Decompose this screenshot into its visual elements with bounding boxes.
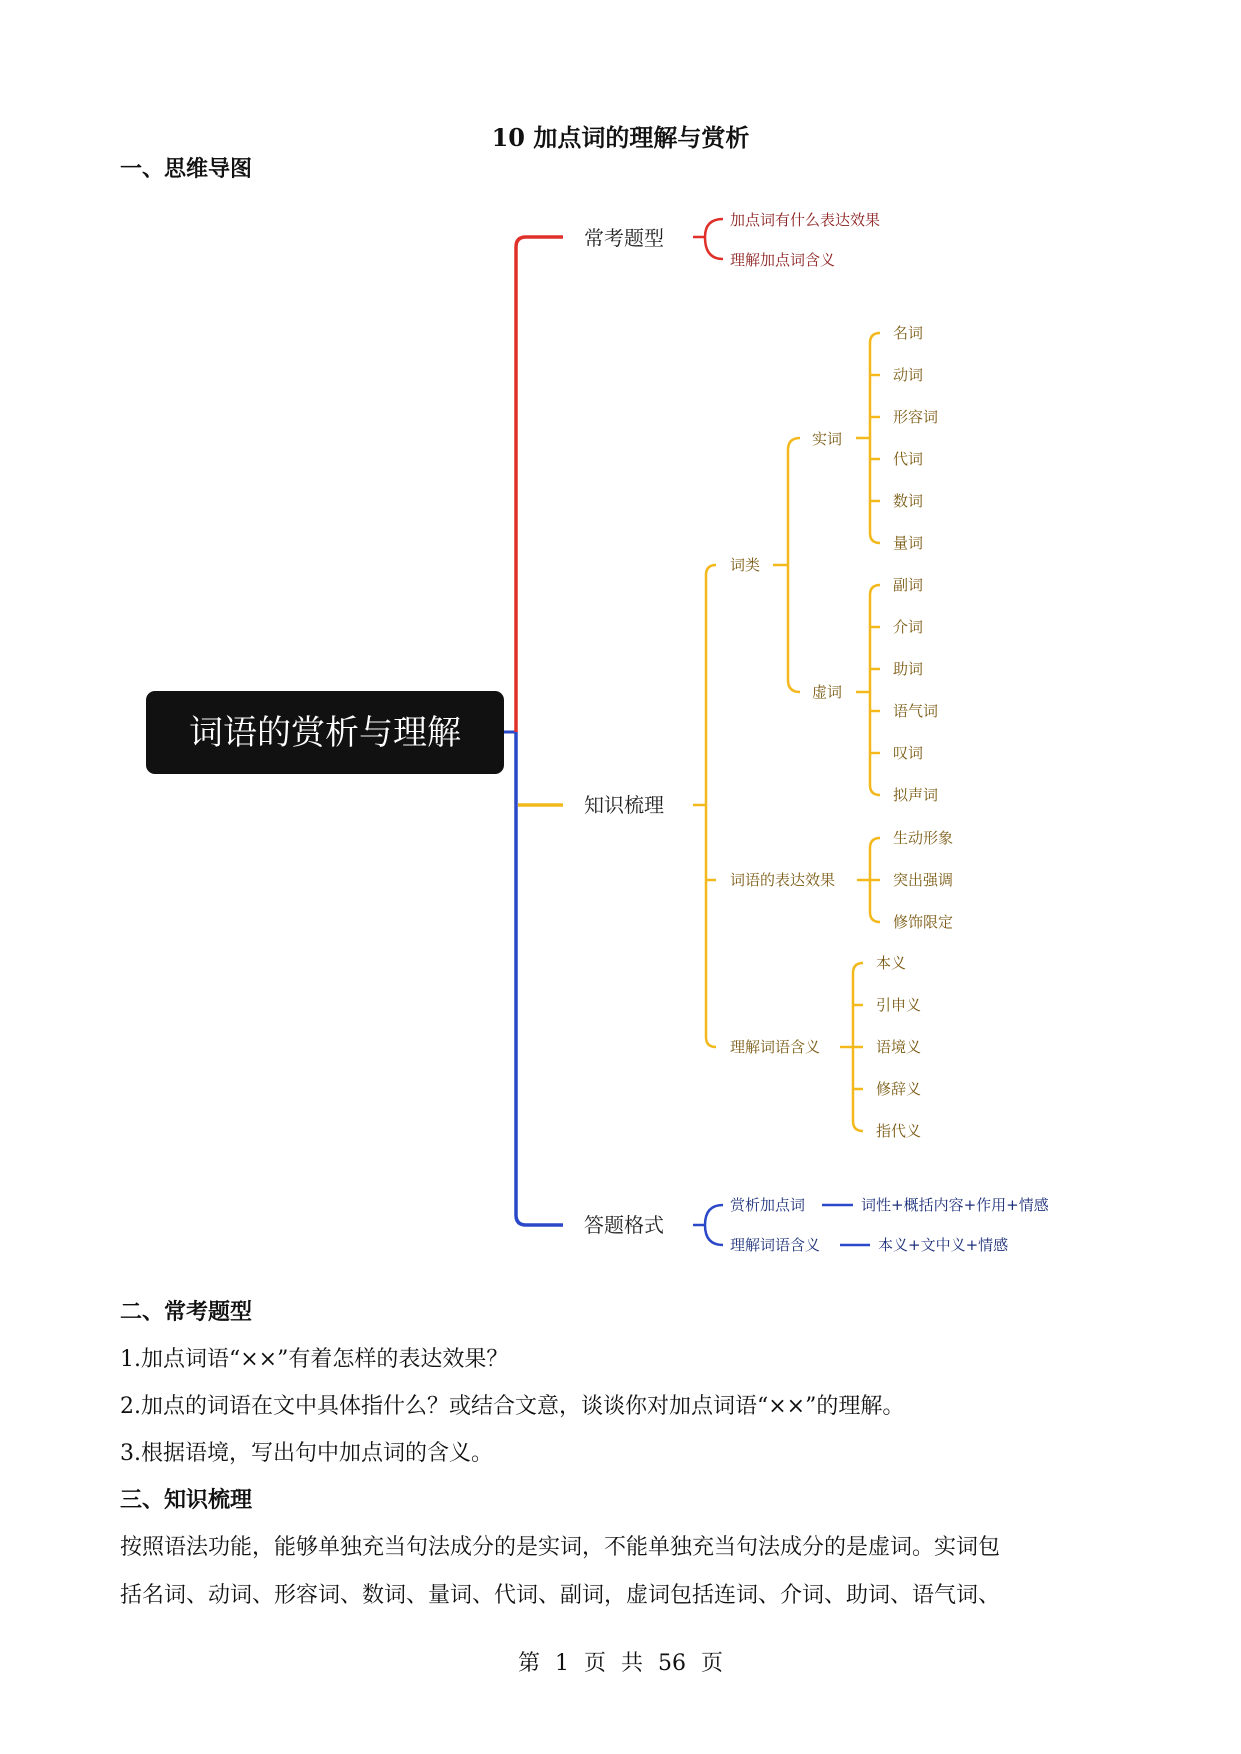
node-cilei: 词类	[730, 556, 761, 574]
section-heading-knowledge: 三、知识梳理	[120, 1487, 253, 1513]
document-title: 10 加点词的理解与赏析	[491, 123, 750, 152]
page-footer: 第 1 页 共 56 页	[518, 1651, 723, 1676]
shici-item-4: 数词	[893, 492, 924, 510]
question-3: 3.根据语境，写出句中加点词的含义。	[120, 1441, 493, 1466]
node-xuci: 虚词	[812, 683, 843, 701]
meaning-item-4: 指代义	[876, 1122, 922, 1140]
knowledge-line-1: 按照语法功能，能够单独充当句法成分的是实词，不能单独充当句法成分的是虚词。实词包	[120, 1535, 1001, 1560]
shici-item-5: 量词	[893, 534, 924, 552]
shici-ticks	[870, 375, 880, 501]
shici-item-0: 名词	[893, 324, 924, 342]
branch-label-changkao: 常考题型	[584, 226, 664, 250]
branch3-bracket	[693, 1205, 723, 1245]
shici-item-2: 形容词	[893, 408, 939, 426]
xuci-item-5: 拟声词	[893, 786, 939, 804]
question-1: 1.加点词语“××”有着怎样的表达效果？	[120, 1347, 509, 1372]
branch-label-zhishi: 知识梳理	[584, 793, 664, 817]
xuci-item-1: 介词	[893, 618, 924, 636]
shici-spine	[870, 333, 880, 543]
xuci-spine	[870, 585, 880, 795]
branch2-spine	[706, 565, 716, 1047]
meaning-item-0: 本义	[876, 954, 907, 972]
question-2: 2.加点的词语在文中具体指什么？或结合文意，谈谈你对加点词语“××”的理解。	[120, 1394, 905, 1419]
effect-item-0: 生动形象	[893, 829, 954, 847]
xuci-item-2: 助词	[893, 660, 924, 678]
meaning-item-1: 引申义	[876, 996, 922, 1014]
branch3-row0-formula: 词性+概括内容+作用+情感	[861, 1196, 1049, 1214]
effect-item-1: 突出强调	[893, 871, 954, 889]
meaning-item-3: 修辞义	[876, 1080, 922, 1098]
xuci-ticks	[870, 627, 880, 753]
branch1-bracket	[693, 219, 723, 259]
xuci-item-0: 副词	[893, 576, 924, 594]
root-label: 词语的赏析与理解	[189, 713, 461, 753]
trunk-red	[516, 237, 563, 732]
node-shici: 实词	[812, 430, 843, 448]
node-effect: 词语的表达效果	[730, 871, 836, 889]
branch3-row1-label: 理解词语含义	[730, 1236, 821, 1254]
node-meaning: 理解词语含义	[730, 1038, 821, 1056]
section-heading-question-types: 二、常考题型	[120, 1299, 253, 1325]
meaning-item-2: 语境义	[876, 1038, 922, 1056]
xuci-item-4: 叹词	[893, 744, 924, 762]
branch1-item-1: 理解加点词含义	[730, 251, 836, 269]
knowledge-line-2: 括名词、动词、形容词、数词、量词、代词、副词，虚词包括连词、介词、助词、语气词、	[120, 1583, 1001, 1608]
section-heading-mindmap: 一、思维导图	[120, 156, 253, 182]
effect-item-2: 修饰限定	[893, 913, 954, 931]
meaning-ticks	[853, 1005, 863, 1089]
branch-label-dati: 答题格式	[584, 1213, 664, 1237]
xuci-item-3: 语气词	[893, 702, 939, 720]
shici-item-1: 动词	[893, 366, 924, 384]
branch3-row0-label: 赏析加点词	[730, 1196, 806, 1214]
cilei-spine	[788, 438, 800, 692]
branch1-item-0: 加点词有什么表达效果	[730, 211, 881, 229]
branch3-row1-formula: 本义+文中义+情感	[878, 1236, 1009, 1254]
shici-item-3: 代词	[893, 450, 924, 468]
